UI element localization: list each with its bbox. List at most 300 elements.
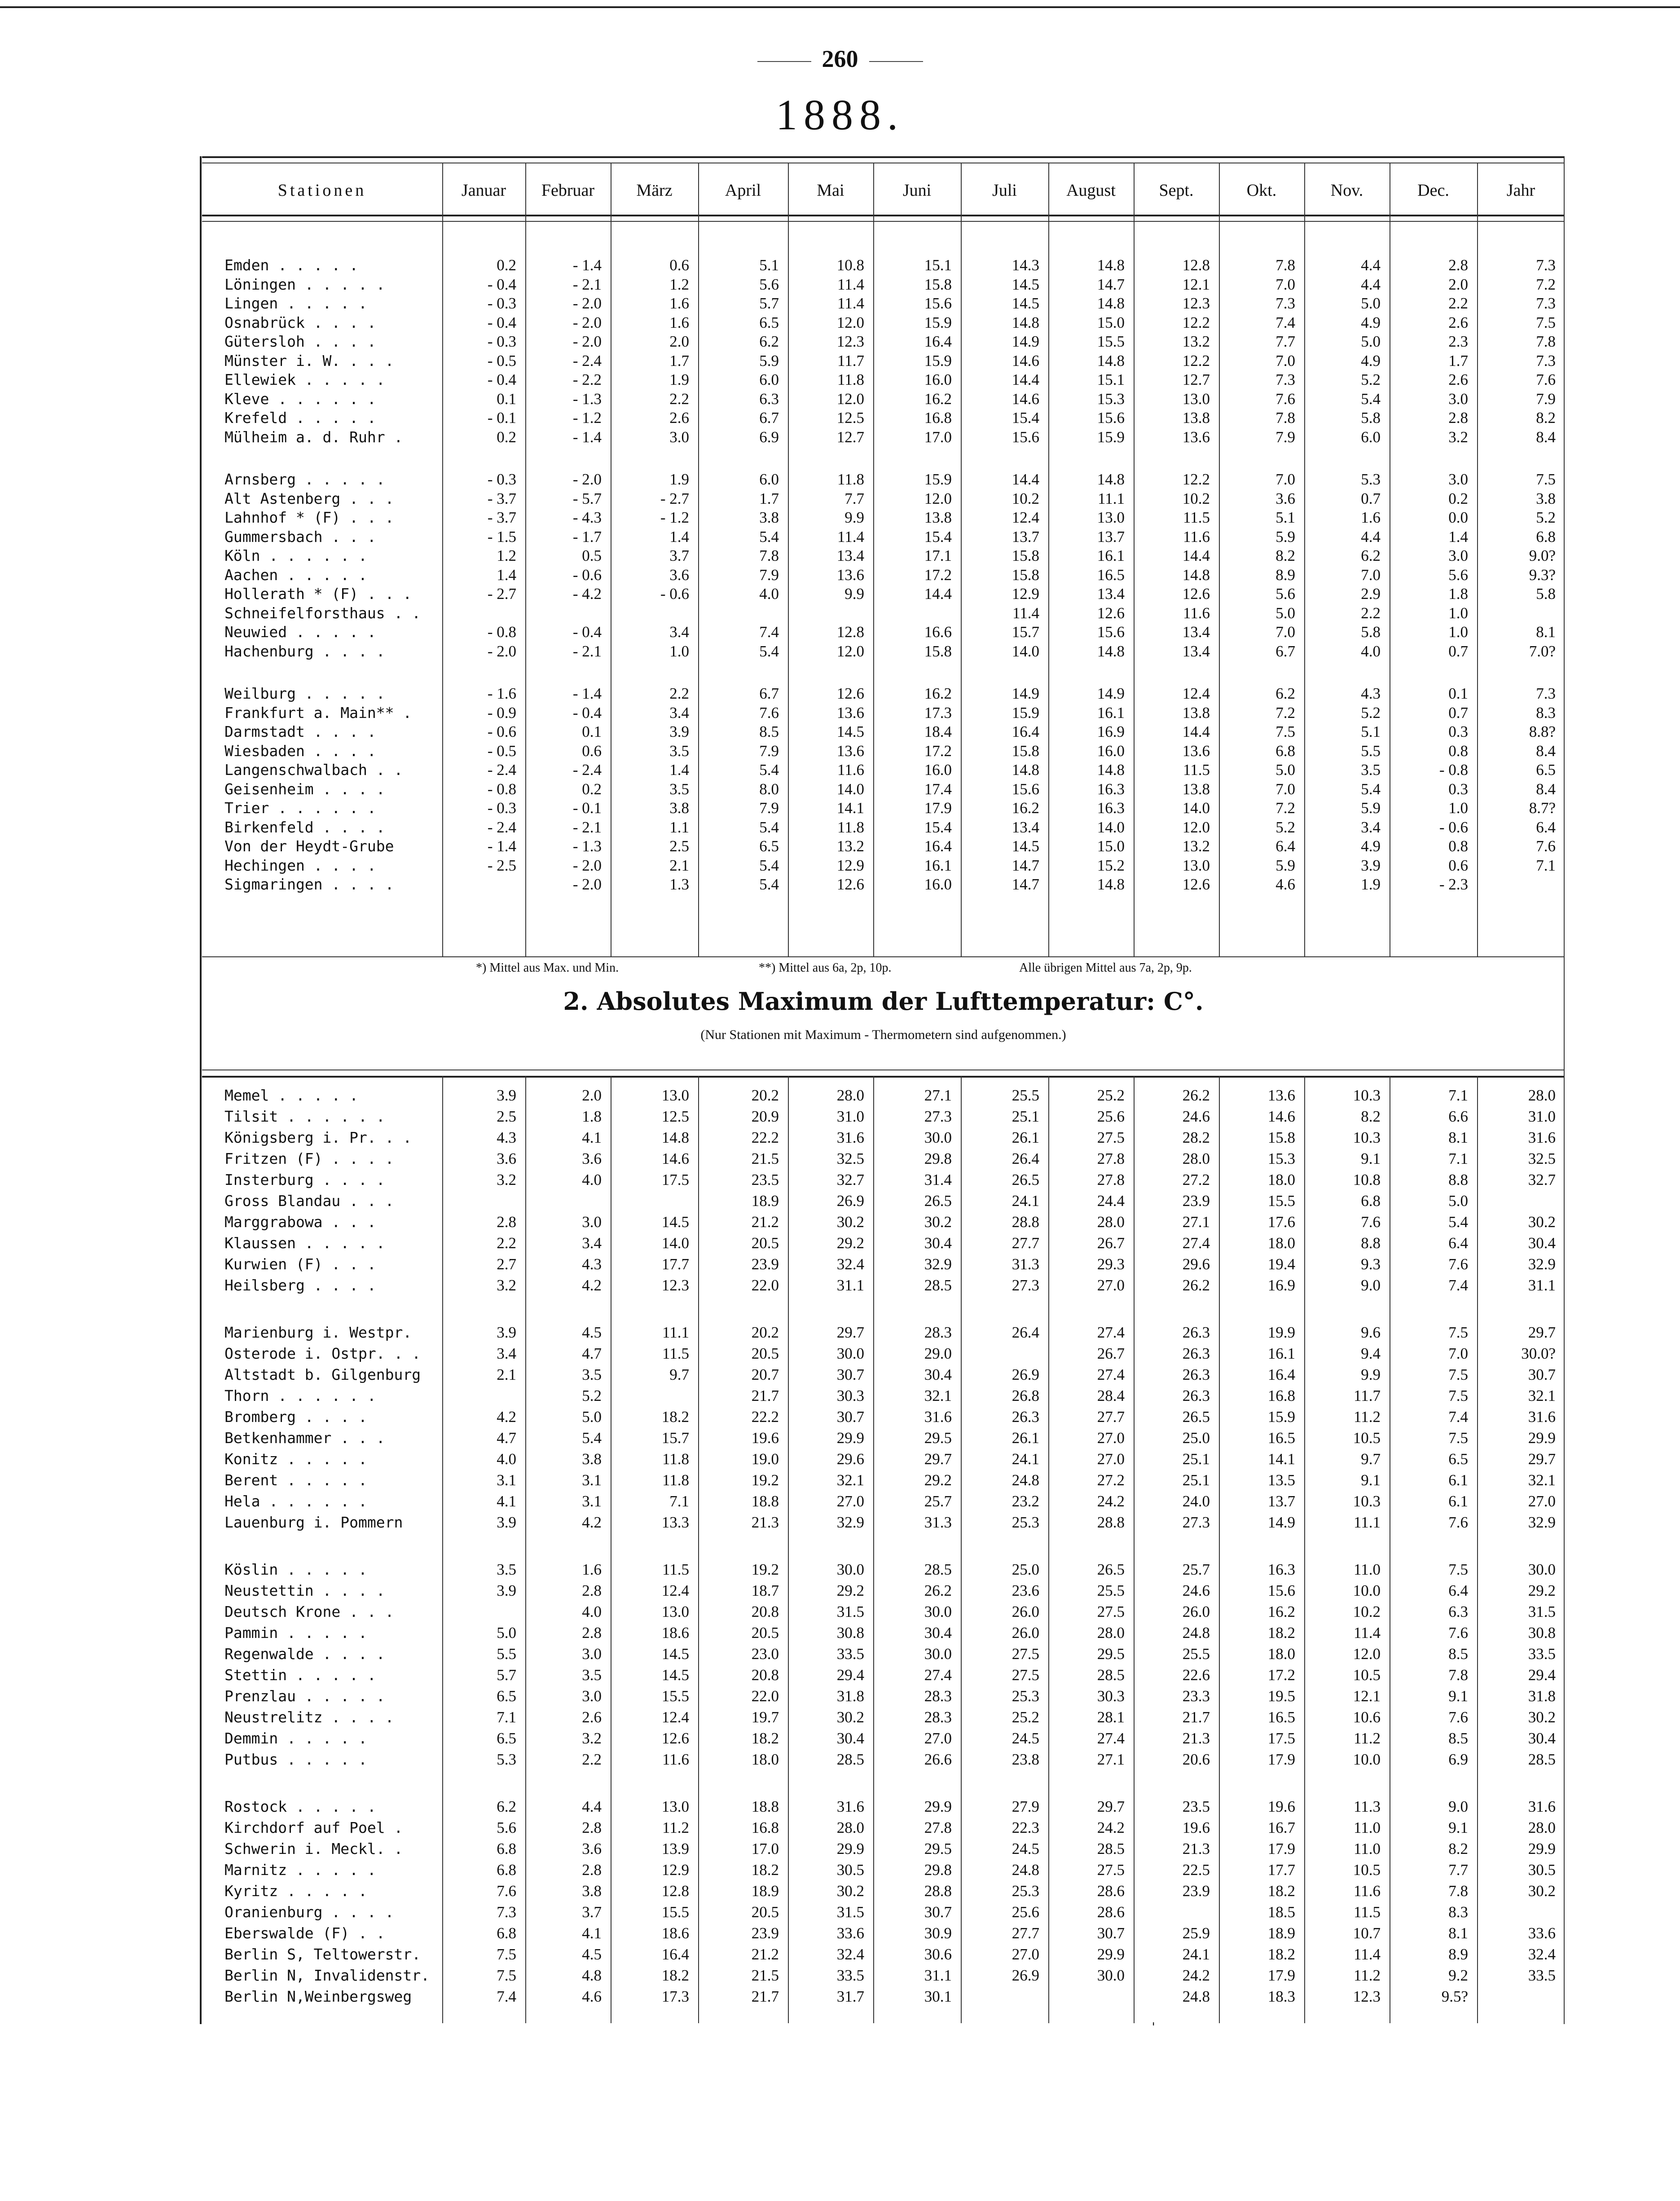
value-cell: 7.5 xyxy=(1275,723,1295,740)
table-row xyxy=(202,1470,1565,1491)
value-cell: 5.6 xyxy=(1275,585,1295,603)
table-row xyxy=(202,1580,1565,1602)
value-cell: 7.6 xyxy=(1448,1514,1468,1531)
value-cell: 16.9 xyxy=(1267,1277,1295,1294)
table-row xyxy=(202,507,1565,528)
value-cell: 18.3 xyxy=(1267,1988,1295,2005)
value-cell: 6.5 xyxy=(759,837,779,855)
value-cell: 13.6 xyxy=(1182,428,1210,446)
value-cell: 3.0 xyxy=(1448,547,1468,564)
value-cell: 25.7 xyxy=(1182,1561,1210,1578)
value-cell xyxy=(1048,1986,1125,2007)
value-cell: 1.7 xyxy=(669,352,689,370)
station-name: Schwerin i. Meckl. . xyxy=(224,1840,403,1858)
value-cell: 2.6 xyxy=(582,1708,602,1726)
value-cell: 14.8 xyxy=(1012,313,1039,331)
value-cell: 14.0 xyxy=(1097,818,1125,836)
value-cell: 20.9 xyxy=(751,1108,779,1125)
value-cell: 16.4 xyxy=(924,333,952,350)
value-cell: 2.8 xyxy=(1448,409,1468,427)
value-cell: 1.0 xyxy=(1448,604,1468,622)
value-cell: - 0.6 xyxy=(487,723,516,740)
table-row xyxy=(202,1664,1565,1686)
value-cell: 7.5 xyxy=(1536,313,1556,331)
value-cell: 22.2 xyxy=(751,1129,779,1146)
value-cell: 26.0 xyxy=(1012,1624,1039,1642)
value-cell: 19.6 xyxy=(1182,1819,1210,1836)
value-cell: 18.9 xyxy=(751,1882,779,1900)
value-cell: 18.2 xyxy=(751,1861,779,1879)
value-cell: 14.6 xyxy=(1267,1108,1295,1125)
value-cell: 6.5 xyxy=(759,313,779,331)
header-col-2: Februar xyxy=(541,181,595,200)
value-cell: 30.0 xyxy=(836,1345,864,1362)
value-cell: 20.5 xyxy=(751,1624,779,1642)
value-cell: 10.0 xyxy=(1353,1751,1381,1768)
value-cell: 8.1 xyxy=(1448,1129,1468,1146)
value-cell: 3.5 xyxy=(497,1561,516,1578)
value-cell: 25.0 xyxy=(1012,1561,1039,1578)
value-cell: 1.9 xyxy=(669,371,689,388)
value-cell: 11.1 xyxy=(1098,489,1125,507)
station-name: Kurwien (F) . . . xyxy=(224,1255,376,1273)
value-cell: 15.9 xyxy=(1097,428,1125,446)
table-row xyxy=(202,621,1565,643)
value-cell: 2.2 xyxy=(1448,295,1468,312)
section-title: 2. Absolutes Maximum der Lufttemperatur: C°. xyxy=(563,987,1204,1016)
header-col-7: Juli xyxy=(992,181,1017,200)
value-cell: 16.3 xyxy=(1097,780,1125,798)
value-cell: 29.5 xyxy=(924,1840,952,1858)
table-row xyxy=(202,797,1565,819)
station-name: Alt Astenberg . . . xyxy=(224,489,394,507)
value-cell: 7.2 xyxy=(1536,275,1556,293)
value-cell: 7.8 xyxy=(1448,1666,1468,1684)
value-cell: 15.1 xyxy=(1097,371,1125,388)
value-cell: 4.7 xyxy=(497,1429,516,1447)
value-cell: 28.5 xyxy=(924,1277,952,1294)
value-cell: 17.5 xyxy=(1267,1730,1295,1747)
table-row xyxy=(202,817,1565,838)
value-cell: 9.3 xyxy=(1361,1255,1381,1273)
value-cell: 4.2 xyxy=(582,1514,602,1531)
value-cell: - 2.4 xyxy=(572,352,602,370)
value-cell: 28.3 xyxy=(924,1708,952,1726)
value-cell: 12.6 xyxy=(1182,585,1210,603)
value-cell: - 1.2 xyxy=(572,409,602,427)
value-cell: 30.5 xyxy=(836,1861,864,1879)
station-name: Hela . . . . . . xyxy=(224,1492,367,1510)
value-cell: 8.4 xyxy=(1536,780,1556,798)
value-cell: - 1.6 xyxy=(487,685,516,702)
value-cell: 14.0 xyxy=(836,780,864,798)
value-cell: 5.7 xyxy=(497,1666,516,1684)
value-cell: 5.6 xyxy=(759,275,779,293)
value-cell xyxy=(788,603,864,624)
value-cell: 18.7 xyxy=(751,1582,779,1599)
value-cell: 9.0 xyxy=(1448,1798,1468,1815)
value-cell: 5.8 xyxy=(1536,585,1556,603)
value-cell: 9.0 xyxy=(1361,1277,1381,1294)
value-cell: 27.4 xyxy=(1097,1730,1125,1747)
value-cell: 11.2 xyxy=(1354,1967,1381,1984)
station-name: Löningen . . . . . xyxy=(224,275,385,293)
value-cell: 4.0 xyxy=(1361,642,1381,660)
value-cell: 16.2 xyxy=(1267,1603,1295,1620)
value-cell: 7.0 xyxy=(1275,780,1295,798)
value-cell: 7.0 xyxy=(1275,471,1295,488)
value-cell: 33.5 xyxy=(1528,1645,1556,1663)
value-cell: 26.0 xyxy=(1182,1603,1210,1620)
value-cell: 11.5 xyxy=(1183,509,1210,526)
value-cell: 6.8 xyxy=(497,1840,516,1858)
value-cell: 28.5 xyxy=(1097,1840,1125,1858)
value-cell: 19.0 xyxy=(751,1450,779,1468)
value-cell: - 1.3 xyxy=(572,837,602,855)
value-cell: 5.0 xyxy=(1361,333,1381,350)
table-row xyxy=(202,1817,1565,1839)
value-cell: 7.9 xyxy=(759,799,779,817)
value-cell: 12.4 xyxy=(661,1582,689,1599)
value-cell xyxy=(1477,603,1556,624)
value-cell: 16.4 xyxy=(661,1946,689,1963)
table-row xyxy=(202,1427,1565,1449)
table-row xyxy=(202,312,1565,334)
value-cell: 18.9 xyxy=(1267,1924,1295,1942)
value-cell: - 0.5 xyxy=(487,352,516,370)
value-cell: 7.5 xyxy=(1448,1366,1468,1383)
value-cell: 27.5 xyxy=(1097,1603,1125,1620)
value-cell: 0.7 xyxy=(1448,704,1468,722)
value-cell: 11.7 xyxy=(837,352,864,370)
station-name: Lauenburg i. Pommern xyxy=(224,1514,403,1531)
value-cell: 11.6 xyxy=(837,761,864,779)
table-row xyxy=(202,740,1565,762)
value-cell: - 2.4 xyxy=(487,761,516,779)
value-cell: 30.2 xyxy=(1528,1708,1556,1726)
station-name: Frankfurt a. Main** . xyxy=(224,704,412,722)
value-cell: 7.9 xyxy=(759,566,779,584)
value-cell: 31.6 xyxy=(1528,1129,1556,1146)
value-cell: 16.3 xyxy=(1097,799,1125,817)
value-cell xyxy=(442,874,516,895)
value-cell: 29.2 xyxy=(1528,1582,1556,1599)
value-cell: 3.9 xyxy=(1361,856,1381,874)
value-cell: 21.2 xyxy=(751,1213,779,1231)
value-cell: 5.4 xyxy=(759,761,779,779)
value-cell: 2.2 xyxy=(669,685,689,702)
value-cell: 3.0 xyxy=(582,1687,602,1705)
value-cell: 7.4 xyxy=(1448,1277,1468,1294)
value-cell: 5.2 xyxy=(1361,704,1381,722)
station-name: Sigmaringen . . . . xyxy=(224,876,394,893)
table-row xyxy=(202,388,1565,410)
value-cell: 31.8 xyxy=(1528,1687,1556,1705)
value-cell: 30.0 xyxy=(836,1561,864,1578)
value-cell: 6.7 xyxy=(1275,642,1295,660)
value-cell: 7.1 xyxy=(497,1708,516,1726)
value-cell: 13.0 xyxy=(1097,509,1125,526)
value-cell: 26.5 xyxy=(924,1192,952,1210)
value-cell: 13.6 xyxy=(836,742,864,760)
value-cell: 19.2 xyxy=(751,1561,779,1578)
value-cell: 20.2 xyxy=(751,1324,779,1341)
value-cell: 32.9 xyxy=(924,1255,952,1273)
value-cell: 26.4 xyxy=(1012,1150,1039,1167)
value-cell: 14.8 xyxy=(1097,642,1125,660)
value-cell: 16.1 xyxy=(1267,1345,1295,1362)
value-cell: - 0.4 xyxy=(572,623,602,641)
value-cell: 16.5 xyxy=(1267,1708,1295,1726)
value-cell: 16.1 xyxy=(924,856,952,874)
value-cell: 5.4 xyxy=(759,856,779,874)
value-cell: 26.9 xyxy=(1012,1967,1039,1984)
value-cell xyxy=(961,1986,1039,2007)
value-cell: 6.2 xyxy=(759,333,779,350)
value-cell: 13.4 xyxy=(1182,623,1210,641)
value-cell: 7.3 xyxy=(1275,295,1295,312)
table-row xyxy=(202,545,1565,567)
value-cell: - 1.4 xyxy=(572,256,602,274)
value-cell: - 2.0 xyxy=(572,313,602,331)
value-cell: 16.2 xyxy=(924,685,952,702)
value-cell: 16.9 xyxy=(1097,723,1125,740)
value-cell: 31.6 xyxy=(836,1798,864,1815)
value-cell: 7.6 xyxy=(1536,371,1556,388)
value-cell: 2.2 xyxy=(497,1234,516,1252)
table-row xyxy=(202,641,1565,662)
value-cell: 7.9 xyxy=(759,742,779,760)
header-col-5: Mai xyxy=(817,181,844,200)
value-cell: 25.1 xyxy=(1182,1471,1210,1489)
value-cell: 5.2 xyxy=(1536,509,1556,526)
value-cell: - 2.5 xyxy=(487,856,516,874)
station-name: Berent . . . . . xyxy=(224,1471,367,1489)
value-cell: 7.5 xyxy=(497,1967,516,1984)
station-name: Gross Blandau . . . xyxy=(224,1192,394,1210)
value-cell: 12.6 xyxy=(1097,604,1125,622)
value-cell: 11.8 xyxy=(662,1471,689,1489)
value-cell: 16.0 xyxy=(924,761,952,779)
value-cell: - 2.0 xyxy=(487,642,516,660)
value-cell: 6.5 xyxy=(1448,1450,1468,1468)
value-cell: 3.4 xyxy=(669,623,689,641)
value-cell: 17.6 xyxy=(1267,1213,1295,1231)
value-cell: 13.8 xyxy=(1182,409,1210,427)
value-cell: 3.5 xyxy=(1361,761,1381,779)
value-cell: 17.9 xyxy=(1267,1840,1295,1858)
table-row xyxy=(202,1902,1565,1923)
value-cell: 33.5 xyxy=(1528,1967,1556,1984)
value-cell: 12.8 xyxy=(661,1882,689,1900)
value-cell xyxy=(873,603,952,624)
station-name: Köslin . . . . . xyxy=(224,1561,367,1578)
value-cell: 13.5 xyxy=(1267,1471,1295,1489)
value-cell: 30.0 xyxy=(1528,1561,1556,1578)
value-cell: 9.9 xyxy=(844,509,864,526)
station-name: Eberswalde (F) . . xyxy=(224,1924,385,1942)
value-cell: 8.9 xyxy=(1448,1946,1468,1963)
value-cell: 0.7 xyxy=(1361,489,1381,507)
value-cell: 12.9 xyxy=(1012,585,1039,603)
station-name: Betkenhammer . . . xyxy=(224,1429,385,1447)
value-cell: 23.5 xyxy=(751,1171,779,1189)
value-cell: 8.4 xyxy=(1536,742,1556,760)
value-cell: 32.1 xyxy=(1528,1471,1556,1489)
station-name: Münster i. W. . . . xyxy=(224,352,394,370)
value-cell: 30.2 xyxy=(836,1213,864,1231)
value-cell: 27.7 xyxy=(1097,1408,1125,1426)
value-cell: 12.6 xyxy=(836,685,864,702)
value-cell: 7.3 xyxy=(1536,352,1556,370)
value-cell: 28.5 xyxy=(1528,1751,1556,1768)
value-cell: 12.0 xyxy=(836,390,864,408)
value-cell: 23.9 xyxy=(751,1255,779,1273)
value-cell: 7.1 xyxy=(1448,1150,1468,1167)
value-cell: 31.6 xyxy=(1528,1408,1556,1426)
station-name: Trier . . . . . . xyxy=(224,799,376,817)
value-cell: 2.6 xyxy=(1448,313,1468,331)
value-cell: 26.8 xyxy=(1012,1387,1039,1404)
value-cell: 3.7 xyxy=(669,547,689,564)
value-cell: 10.3 xyxy=(1353,1492,1381,1510)
value-cell: 3.8 xyxy=(582,1882,602,1900)
value-cell: 30.2 xyxy=(836,1882,864,1900)
value-cell: 31.3 xyxy=(924,1514,952,1531)
value-cell: 4.4 xyxy=(1361,256,1381,274)
value-cell: 29.2 xyxy=(836,1582,864,1599)
value-cell: 15.8 xyxy=(924,642,952,660)
table-row xyxy=(202,721,1565,743)
station-name: Marienburg i. Westpr. xyxy=(224,1324,412,1341)
value-cell: 21.3 xyxy=(1182,1840,1210,1858)
value-cell: 8.9 xyxy=(1275,566,1295,584)
value-cell: 11.4 xyxy=(837,275,864,293)
value-cell: 15.5 xyxy=(661,1903,689,1921)
value-cell: 5.3 xyxy=(1361,471,1381,488)
value-cell: 24.1 xyxy=(1182,1946,1210,1963)
value-cell: 14.9 xyxy=(1012,333,1039,350)
table-row xyxy=(202,1364,1565,1386)
value-cell: 17.3 xyxy=(661,1988,689,2005)
value-cell: 4.1 xyxy=(497,1492,516,1510)
value-cell: 15.8 xyxy=(924,275,952,293)
value-cell: 2.2 xyxy=(582,1751,602,1768)
value-cell: 28.0 xyxy=(1097,1624,1125,1642)
value-cell: 19.2 xyxy=(751,1471,779,1489)
station-name: Prenzlau . . . . . xyxy=(224,1687,385,1705)
value-cell: 26.1 xyxy=(1012,1429,1039,1447)
value-cell: 10.2 xyxy=(1012,489,1039,507)
value-cell: 27.4 xyxy=(1097,1366,1125,1383)
station-name: Gütersloh . . . . xyxy=(224,333,376,350)
value-cell: 31.8 xyxy=(836,1687,864,1705)
table-row xyxy=(202,583,1565,605)
value-cell: - 0.4 xyxy=(487,275,516,293)
value-cell: 11.6 xyxy=(1183,604,1210,622)
value-cell: 3.0 xyxy=(1448,390,1468,408)
value-cell: 15.9 xyxy=(1012,704,1039,722)
value-cell: 6.1 xyxy=(1448,1492,1468,1510)
value-cell: 24.5 xyxy=(1012,1730,1039,1747)
value-cell: 8.3 xyxy=(1448,1903,1468,1921)
value-cell: 7.6 xyxy=(1448,1708,1468,1726)
value-cell: 11.4 xyxy=(1354,1624,1381,1642)
value-cell: 3.0 xyxy=(1448,471,1468,488)
value-cell: 12.9 xyxy=(661,1861,689,1879)
value-cell: 1.7 xyxy=(759,489,779,507)
value-cell: 3.8 xyxy=(582,1450,602,1468)
value-cell: 11.1 xyxy=(1354,1514,1381,1531)
value-cell: 9.1 xyxy=(1448,1687,1468,1705)
value-cell: 3.0 xyxy=(669,428,689,446)
value-cell: 13.3 xyxy=(661,1514,689,1531)
value-cell: 21.7 xyxy=(751,1387,779,1404)
value-cell: 7.4 xyxy=(1448,1408,1468,1426)
value-cell: 5.8 xyxy=(1361,409,1381,427)
value-cell: 5.1 xyxy=(1361,723,1381,740)
value-cell: - 1.4 xyxy=(572,685,602,702)
value-cell: 3.4 xyxy=(582,1234,602,1252)
value-cell: 7.7 xyxy=(1275,333,1295,350)
value-cell: 8.5 xyxy=(1448,1730,1468,1747)
value-cell: 8.0 xyxy=(759,780,779,798)
station-name: Neustrelitz . . . . xyxy=(224,1708,394,1726)
value-cell: 26.5 xyxy=(1012,1171,1039,1189)
station-name: Köln . . . . . . xyxy=(224,547,367,564)
value-cell: 7.8 xyxy=(1448,1882,1468,1900)
value-cell: 30.7 xyxy=(1097,1924,1125,1942)
value-cell: 12.3 xyxy=(1353,1988,1381,2005)
value-cell: 13.2 xyxy=(1182,837,1210,855)
value-cell: 4.5 xyxy=(582,1324,602,1341)
value-cell: 7.6 xyxy=(1448,1255,1468,1273)
table-row xyxy=(202,1233,1565,1254)
value-cell: 16.8 xyxy=(1267,1387,1295,1404)
value-cell: 12.0 xyxy=(1353,1645,1381,1663)
value-cell: 5.2 xyxy=(582,1387,602,1404)
value-cell: 7.2 xyxy=(1275,704,1295,722)
value-cell: 31.3 xyxy=(1012,1255,1039,1273)
value-cell: 1.4 xyxy=(669,761,689,779)
value-cell: 24.8 xyxy=(1182,1624,1210,1642)
value-cell xyxy=(525,1190,602,1212)
value-cell: 10.5 xyxy=(1353,1861,1381,1879)
station-name: Pammin . . . . . xyxy=(224,1624,367,1642)
value-cell: 26.9 xyxy=(836,1192,864,1210)
value-cell: - 0.1 xyxy=(487,409,516,427)
table-row xyxy=(202,407,1565,429)
value-cell: 15.0 xyxy=(1097,313,1125,331)
value-cell: 12.6 xyxy=(661,1730,689,1747)
value-cell: 1.0 xyxy=(1448,623,1468,641)
value-cell: 26.5 xyxy=(1182,1408,1210,1426)
value-cell: 14.4 xyxy=(924,585,952,603)
value-cell: 13.8 xyxy=(1182,704,1210,722)
value-cell: 0.6 xyxy=(669,256,689,274)
value-cell: 1.6 xyxy=(582,1561,602,1578)
station-name: Deutsch Krone . . . xyxy=(224,1603,394,1620)
value-cell: 1.4 xyxy=(497,566,516,584)
value-cell: 6.8 xyxy=(497,1861,516,1879)
value-cell: 14.4 xyxy=(1012,371,1039,388)
value-cell: 30.4 xyxy=(1528,1234,1556,1252)
value-cell: 0.2 xyxy=(1448,489,1468,507)
value-cell: 15.4 xyxy=(924,818,952,836)
value-cell: 7.5 xyxy=(497,1946,516,1963)
table-row xyxy=(202,1622,1565,1644)
value-cell: 27.7 xyxy=(1012,1924,1039,1942)
